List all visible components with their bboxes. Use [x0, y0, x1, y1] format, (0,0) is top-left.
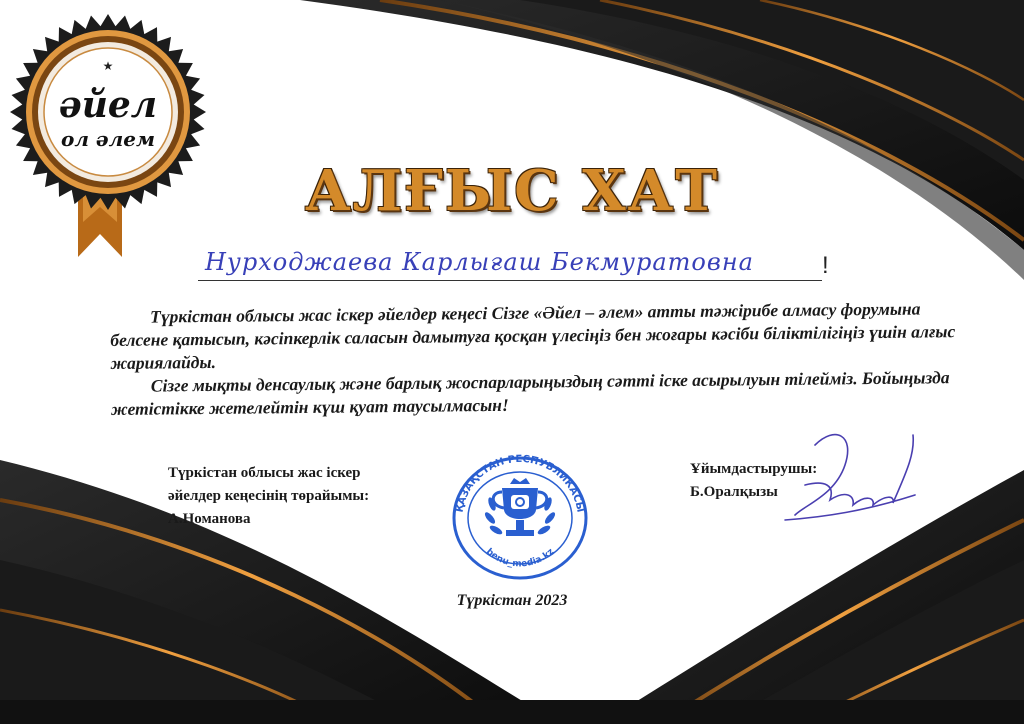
- stamp-bottom-text: benu_media.kz: [483, 546, 557, 570]
- certificate-body: [110, 297, 971, 421]
- body-paragraph-2: Сізге мықты денсаулық және барлық жоспарларыңыздың сәтті іске асырылуын тілейміз. Бойыңызда жетістікке жетелейтін күш қуат таусылмасын!: [110, 367, 950, 419]
- left-signatory-line2: әйелдер кеңесінің төрайымы:: [168, 488, 370, 504]
- recipient-exclamation: !: [822, 252, 829, 279]
- blue-stamp: [440, 440, 600, 580]
- rosette-badge: [8, 12, 208, 272]
- body-paragraph-1: Түркістан облысы жас іскер әйелдер кеңесі Сізге «Әйел – әлем» атты тәжірибе алмасу форумына белсене қатысып, кәсіпкерлік саласын дамытуға қосқан үлесіңіз бен жоғары кәсіби біліктілігіңіз үшін алғыс жариялайды.: [110, 298, 956, 373]
- left-signatory-line1: Түркістан облысы жас іскер: [168, 465, 361, 481]
- left-signatory: [168, 462, 369, 531]
- page-title: АЛҒЫС ХАТ: [305, 158, 719, 224]
- trophy-icon: [493, 478, 547, 536]
- svg-text:benu_media.kz: [484, 547, 556, 570]
- badge-line2: ол әлем: [60, 127, 156, 151]
- right-signatory-name: Б.Оралқызы: [690, 484, 778, 500]
- svg-text:★: ★: [102, 59, 114, 73]
- left-signatory-name: А.Номанова: [168, 511, 251, 527]
- badge-line1: әйел: [58, 84, 158, 126]
- signature-mark: [775, 425, 925, 535]
- footer-place-year: Түркістан 2023: [456, 592, 568, 609]
- stamp-top-text: ҚАЗАҚСТАН РЕСПУБЛИКАСЫ: [454, 453, 586, 514]
- right-signatory-role: Ұйымдастырушы:: [690, 461, 818, 477]
- recipient-name: Нурходжаева Карлығаш Бекмуратовна: [205, 248, 754, 276]
